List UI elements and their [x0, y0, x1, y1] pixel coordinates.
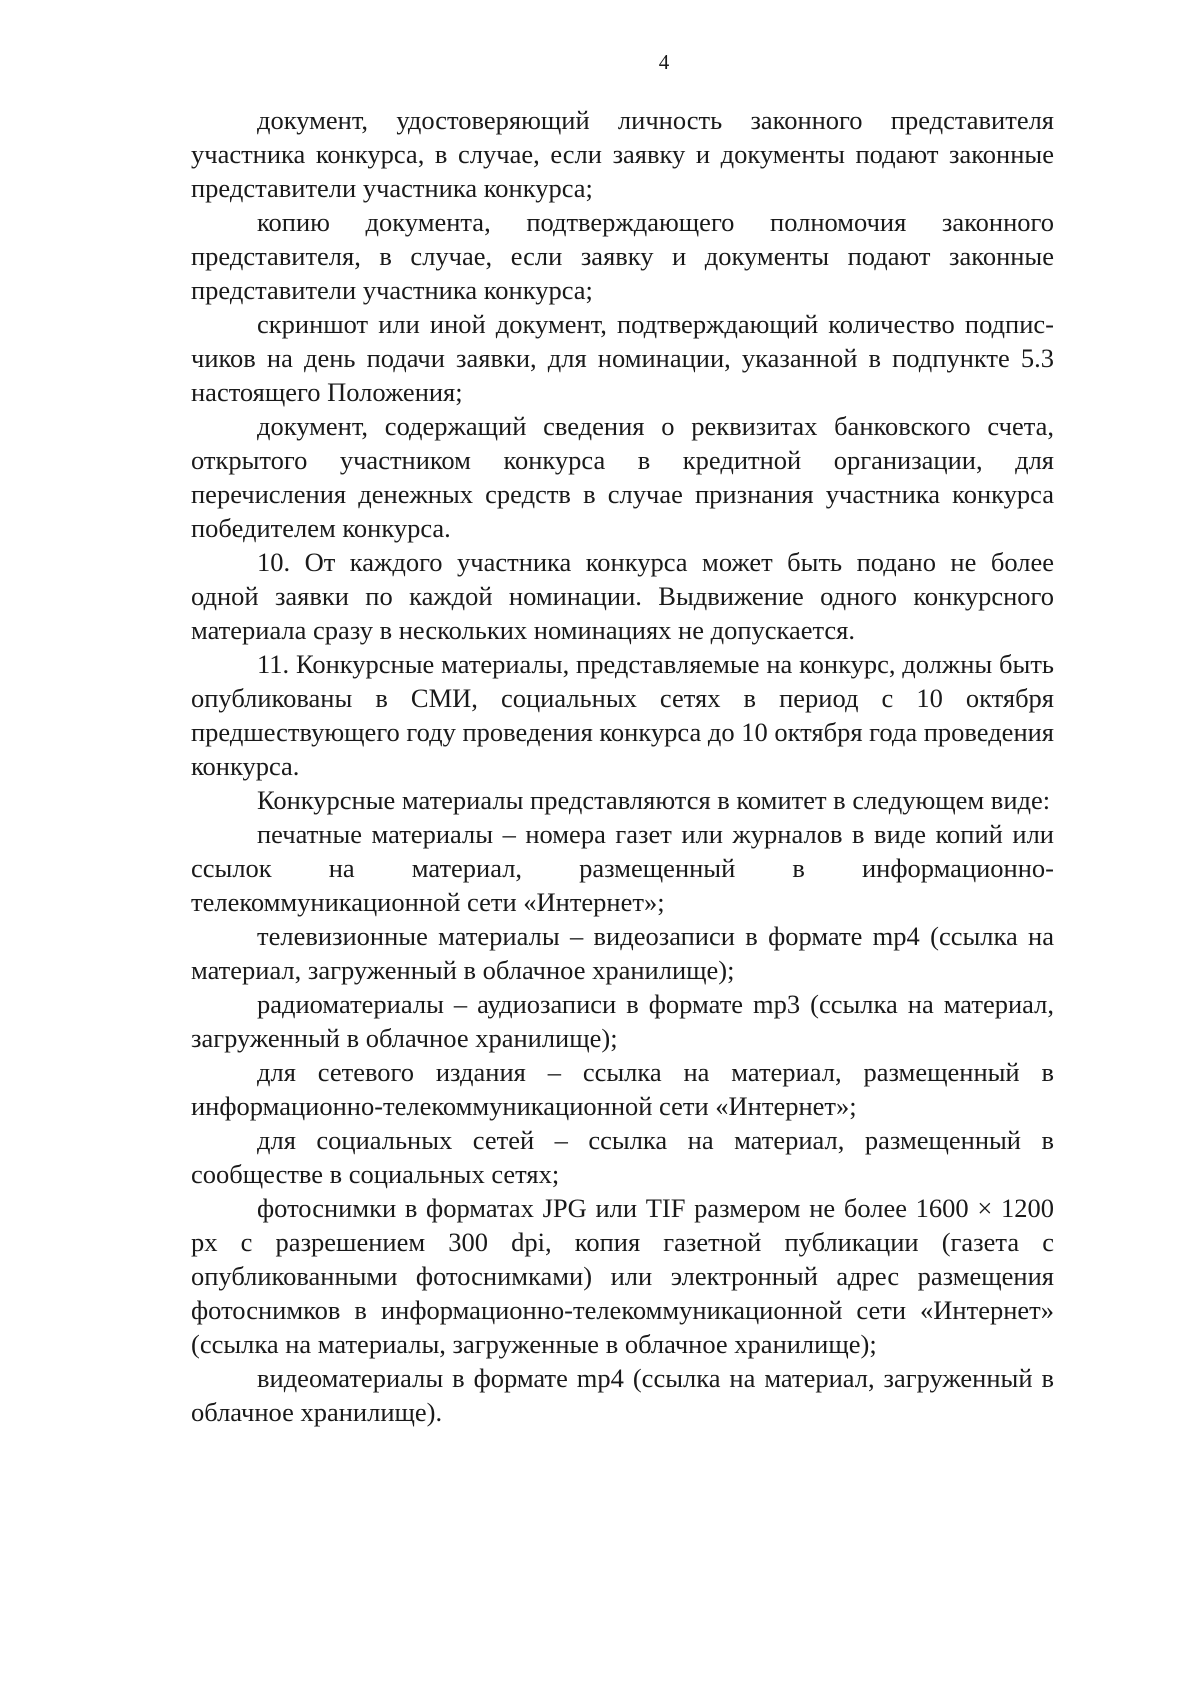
paragraph-materials-intro: Конкурсные материалы представляются в комитет в следующем виде: — [257, 785, 1051, 815]
paragraph-tv-materials: телевизионные материалы – видеозаписи в формате mp4 (ссылка на материал, загруженный в облачное хранилище); — [191, 921, 1054, 985]
paragraph-bank-details: документ, содержащий сведения о реквизитах банковского счета, открытого участником конкурса в кредитной организации, для перечисления денежных средств в случае признания участника конкурса победителем конкурса. — [191, 411, 1054, 543]
paragraph-representative-id: документ, удостоверяющий личность законного представителя участника конкурса, в случае, если заявку и документы подают законные представители участника конкурса; — [191, 105, 1054, 203]
paragraph-photos: фотоснимки в форматах JPG или TIF размером не более 1600 × 1200 px с разрешением 300 dpi, копия газетной публикации (газета с опубликованными фотоснимками) или электронный адрес размещения фотоснимков в информационно-телекоммуникационной сети «Интернет» (ссылка на материалы, загруженные в облачное хранилище); — [191, 1193, 1054, 1359]
paragraph-clause-11: 11. Конкурсные материалы, представляемые на конкурс, должны быть опубликованы в СМИ, социальных сетях в период с 10 октября предшествующего году проведения конкурса до 10 октября года проведения конкурса. — [191, 649, 1054, 781]
paragraph-video-materials: видеоматериалы в формате mp4 (ссылка на материал, загруженный в облачное хранилище). — [191, 1363, 1054, 1427]
paragraph-subscribers-screenshot: скриншот или иной документ, подтверждающий количество подписчиков на день подачи заявки, для номинации, указанной в подпункте 5.3 настоящего Положения; — [191, 309, 1054, 407]
document-body — [191, 103, 1054, 1429]
paragraph-radio-materials: радиоматериалы – аудиозаписи в формате mp3 (ссылка на материал, загруженный в облачное хранилище); — [191, 989, 1054, 1053]
page-number: 4 — [658, 50, 670, 74]
paragraph-clause-10: 10. От каждого участника конкурса может быть подано не более одной заявки по каждой номинации. Выдвижение одного конкурсного материала сразу в нескольких номинациях не допускается. — [191, 547, 1054, 645]
paragraph-representative-authority: копию документа, подтверждающего полномочия законного представителя, в случае, если заявку и документы подают законные представители участника конкурса; — [191, 207, 1054, 305]
paragraph-social-networks: для социальных сетей – ссылка на материал, размещенный в сообществе в социальных сетях; — [191, 1125, 1054, 1189]
paragraph-online-media: для сетевого издания – ссылка на материал, размещенный в информационно-телекоммуникационной сети «Интернет»; — [191, 1057, 1054, 1121]
paragraph-print-materials: печатные материалы – номера газет или журналов в виде копий или ссылок на материал, размещенный в информационно-телекоммуникационной сети «Интернет»; — [191, 819, 1054, 917]
